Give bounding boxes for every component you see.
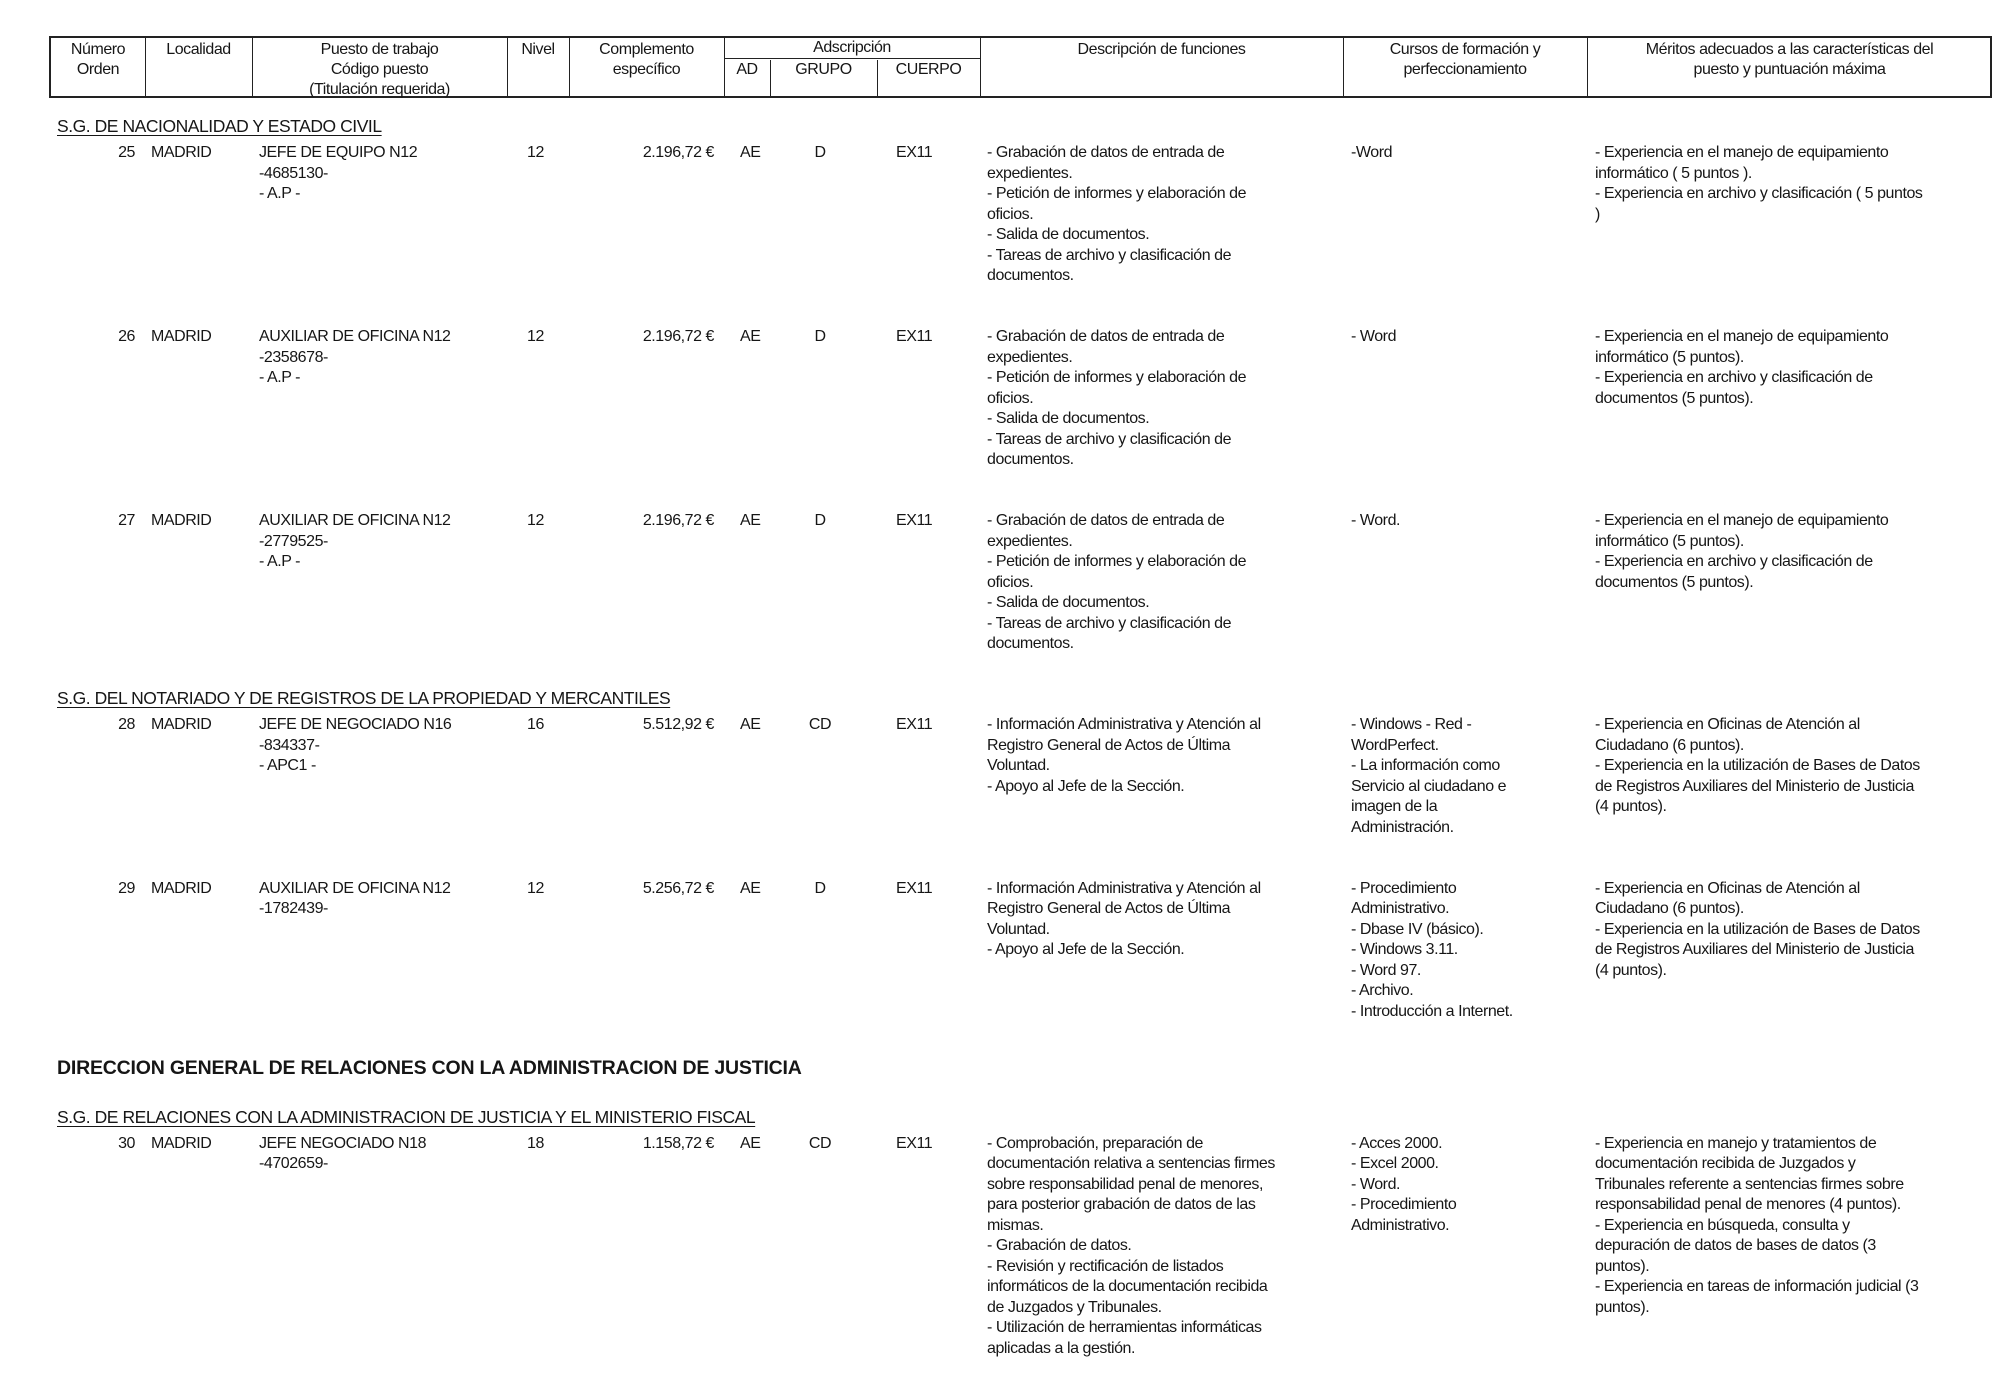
nivel-value: 18 (527, 1134, 544, 1152)
cell-puesto (259, 327, 451, 389)
meritos-line: - Experiencia en el manejo de equipamiento (1595, 328, 1889, 345)
header-nivel: Nivel (521, 41, 555, 58)
desc-line: - Grabación de datos. (987, 1237, 1132, 1254)
ad-value: AE (740, 328, 761, 345)
desc-line: oficios. (987, 205, 1034, 223)
desc-line: documentos. (987, 635, 1074, 652)
cell-cuerpo (896, 143, 932, 164)
num-value: 25 (118, 144, 135, 161)
cell-puesto (259, 511, 451, 573)
comp-value: 2.196,72 € (642, 144, 714, 161)
ad-value: AE (740, 512, 761, 529)
header-puesto-line: Puesto de trabajo (320, 41, 439, 58)
cursos-line: - Word. (1351, 512, 1401, 529)
cursos-line: - Windows 3.11. (1351, 941, 1458, 958)
cell-num (95, 511, 135, 532)
table-row (0, 1134, 2000, 1360)
table-row (0, 879, 2000, 1023)
comp-value: 2.196,72 € (642, 328, 714, 345)
meritos-line: (4 puntos). (1595, 798, 1667, 815)
num-value: 26 (118, 328, 135, 345)
loc-value: MADRID (151, 716, 212, 733)
desc-line: - Información Administrativa y Atención al (987, 879, 1261, 897)
meritos-line: documentos (5 puntos). (1595, 389, 1754, 407)
header-adscripcion: Adscripción (813, 39, 891, 56)
header-cursos (1343, 40, 1587, 80)
cell-ad (740, 879, 760, 900)
desc-line: sobre responsabilidad penal de menores, (987, 1175, 1263, 1193)
cell-cuerpo (896, 327, 932, 348)
header-grupo: GRUPO (795, 61, 852, 78)
nivel-value: 12 (527, 879, 544, 897)
puesto-line: AUXILIAR DE OFICINA N12 (259, 512, 451, 529)
nivel-value: 12 (527, 328, 544, 345)
cell-cursos (1351, 511, 1400, 532)
meritos-line: Ciudadano (6 puntos). (1595, 736, 1744, 754)
meritos-line: - Experiencia en el manejo de equipamiento (1595, 512, 1889, 529)
desc-line: - Utilización de herramientas informáticas (987, 1319, 1262, 1336)
puesto-line: -4685130- (259, 164, 328, 182)
cell-grupo (790, 879, 850, 900)
desc-line: para posterior grabación de datos de las (987, 1196, 1256, 1213)
table-row (0, 511, 2000, 655)
desc-line: - Comprobación, preparación de (987, 1134, 1203, 1152)
cell-ad (740, 327, 760, 348)
header-cursos-line: Cursos de formación y (1389, 41, 1541, 58)
puesto-line: - A.P - (259, 553, 301, 570)
num-value: 30 (118, 1134, 135, 1152)
meritos-line: - Experiencia en la utilización de Bases de Datos (1595, 920, 1920, 938)
puesto-line: - A.P - (259, 369, 301, 386)
cuerpo-value: EX11 (896, 512, 933, 529)
directorate-heading: DIRECCION GENERAL DE RELACIONES CON LA ADMINISTRACION DE JUSTICIA (57, 1056, 802, 1079)
desc-line: - Salida de documentos. (987, 226, 1150, 243)
desc-line: oficios. (987, 389, 1034, 407)
cell-meritos (1595, 511, 1888, 593)
cell-desc (987, 715, 1261, 797)
num-value: 28 (118, 716, 135, 733)
desc-line: oficios. (987, 573, 1034, 591)
desc-line: - Salida de documentos. (987, 410, 1150, 427)
cursos-line: -Word (1351, 144, 1393, 161)
desc-line: - Apoyo al Jefe de la Sección. (987, 777, 1185, 795)
grupo-value: D (814, 328, 826, 345)
header-cuerpo: CUERPO (895, 61, 962, 78)
puesto-line: AUXILIAR DE OFICINA N12 (259, 879, 451, 897)
cursos-line: - Acces 2000. (1351, 1134, 1443, 1152)
comp-value: 5.512,92 € (642, 716, 714, 733)
cursos-line: Servicio al ciudadano e (1351, 777, 1507, 795)
meritos-line: documentación recibida de Juzgados y (1595, 1155, 1856, 1172)
header-ad: AD (736, 61, 758, 78)
meritos-line: (4 puntos). (1595, 961, 1667, 979)
cell-cursos (1351, 879, 1513, 1023)
cell-cuerpo (896, 511, 932, 532)
cell-nivel (527, 511, 544, 532)
cell-meritos (1595, 715, 1920, 818)
table-row (0, 143, 2000, 287)
comp-value: 5.256,72 € (642, 879, 714, 897)
puesto-line: JEFE DE EQUIPO N12 (259, 144, 418, 161)
desc-line: - Petición de informes y elaboración de (987, 553, 1247, 570)
desc-line: - Salida de documentos. (987, 594, 1150, 611)
desc-line: mismas. (987, 1216, 1044, 1234)
cell-desc (987, 511, 1246, 655)
cell-loc (151, 327, 211, 348)
cursos-line: Administrativo. (1351, 900, 1450, 917)
cell-cursos (1351, 143, 1392, 164)
header-numero-orden (51, 40, 145, 80)
cell-nivel (527, 715, 544, 736)
cursos-line: - Word. (1351, 1175, 1401, 1193)
cuerpo-value: EX11 (896, 716, 933, 733)
desc-line: documentos. (987, 451, 1074, 468)
header-numero-line: Número (70, 41, 126, 58)
puesto-line: -4702659- (259, 1155, 328, 1172)
header-especifico-line: específico (612, 61, 681, 78)
meritos-line: informático ( 5 puntos ). (1595, 164, 1752, 182)
cell-puesto (259, 715, 451, 777)
meritos-line: documentos (5 puntos). (1595, 573, 1754, 591)
cell-grupo (790, 143, 850, 164)
header-complemento (569, 40, 724, 80)
ad-value: AE (740, 879, 761, 897)
desc-line: expedientes. (987, 164, 1073, 182)
nivel-value: 12 (527, 512, 544, 529)
section-heading: S.G. DE RELACIONES CON LA ADMINISTRACION DE JUSTICIA Y EL MINISTERIO FISCAL (57, 1106, 756, 1127)
grupo-value: D (814, 512, 826, 529)
cell-comp (600, 327, 714, 348)
meritos-line: - Experiencia en el manejo de equipamiento (1595, 144, 1889, 161)
meritos-line: informático (5 puntos). (1595, 348, 1744, 366)
cursos-line: WordPerfect. (1351, 736, 1439, 754)
loc-value: MADRID (151, 879, 212, 897)
cursos-line: - Procedimiento (1351, 1196, 1457, 1213)
cursos-line: - Dbase IV (básico). (1351, 920, 1484, 938)
meritos-line: puntos). (1595, 1257, 1650, 1275)
cursos-line: Administrativo. (1351, 1216, 1450, 1234)
cursos-line: - Windows - Red - (1351, 716, 1472, 733)
cuerpo-value: EX11 (896, 1134, 933, 1152)
cell-num (95, 327, 135, 348)
header-codigo-line: Código puesto (330, 61, 429, 78)
cuerpo-value: EX11 (896, 328, 933, 345)
cursos-line: - Excel 2000. (1351, 1155, 1439, 1172)
cursos-line: imagen de la (1351, 798, 1438, 815)
cell-nivel (527, 1134, 544, 1155)
cell-num (95, 715, 135, 736)
meritos-line: Tribunales referente a sentencias firmes sobre (1595, 1175, 1904, 1193)
meritos-line: - Experiencia en manejo y tratamientos de (1595, 1134, 1877, 1152)
cuerpo-value: EX11 (896, 144, 933, 161)
desc-line: - Tareas de archivo y clasificación de (987, 430, 1232, 448)
cell-num (95, 879, 135, 900)
cursos-line: - Archivo. (1351, 982, 1414, 999)
desc-line: - Grabación de datos de entrada de (987, 328, 1225, 345)
grupo-value: CD (808, 716, 832, 733)
cell-desc (987, 143, 1246, 287)
cell-comp (600, 1134, 714, 1155)
desc-line: - Grabación de datos de entrada de (987, 512, 1225, 529)
cell-puesto (259, 143, 417, 205)
cell-ad (740, 511, 760, 532)
cell-loc (151, 1134, 211, 1155)
cell-nivel (527, 327, 544, 348)
meritos-line: - Experiencia en búsqueda, consulta y (1595, 1216, 1850, 1234)
desc-line: - Tareas de archivo y clasificación de (987, 614, 1232, 632)
ad-value: AE (740, 144, 761, 161)
cell-desc (987, 327, 1246, 471)
desc-line: - Petición de informes y elaboración de (987, 185, 1247, 202)
cell-desc (987, 1134, 1275, 1360)
desc-line: Voluntad. (987, 757, 1050, 774)
desc-line: de Juzgados y Tribunales. (987, 1298, 1162, 1316)
cell-meritos (1595, 879, 1920, 982)
cell-loc (151, 143, 211, 164)
cell-ad (740, 143, 760, 164)
cell-grupo (790, 715, 850, 736)
section-heading: S.G. DE NACIONALIDAD Y ESTADO CIVIL (57, 116, 382, 136)
desc-line: expedientes. (987, 348, 1073, 366)
puesto-line: - APC1 - (259, 757, 316, 774)
nivel-value: 12 (527, 144, 544, 161)
header-cursos-line: perfeccionamiento (1403, 61, 1527, 78)
meritos-line: informático (5 puntos). (1595, 532, 1744, 550)
cell-comp (600, 879, 714, 900)
cell-ad (740, 715, 760, 736)
cell-loc (151, 879, 211, 900)
adscripcion-divider (724, 58, 980, 59)
grupo-value: D (814, 879, 826, 897)
comp-value: 1.158,72 € (642, 1134, 714, 1152)
comp-value: 2.196,72 € (642, 512, 714, 529)
cell-num (95, 143, 135, 164)
puesto-line: -2779525- (259, 532, 328, 550)
cursos-line: - Introducción a Internet. (1351, 1002, 1513, 1020)
cursos-line: - Procedimiento (1351, 879, 1457, 897)
cell-cursos (1351, 327, 1396, 348)
puesto-line: -2358678- (259, 348, 328, 366)
header-meritos (1587, 40, 1992, 80)
cell-grupo (790, 1134, 850, 1155)
meritos-line: puntos). (1595, 1298, 1650, 1316)
cursos-line: - Word (1351, 328, 1397, 345)
header-descripcion: Descripción de funciones (1077, 41, 1246, 58)
puesto-line: -834337- (259, 736, 320, 754)
cell-puesto (259, 879, 451, 920)
header-meritos-line: Méritos adecuados a las características del (1645, 41, 1934, 58)
cell-cursos (1351, 1134, 1456, 1237)
meritos-line: de Registros Auxiliares del Ministerio de Justicia (1595, 941, 1914, 958)
meritos-line: Ciudadano (6 puntos). (1595, 900, 1744, 917)
cell-grupo (790, 327, 850, 348)
cursos-line: Administración. (1351, 818, 1454, 836)
cell-desc (987, 879, 1261, 961)
header-orden-line: Orden (76, 61, 120, 78)
ad-value: AE (740, 1134, 761, 1152)
num-value: 29 (118, 879, 135, 897)
puesto-line: JEFE NEGOCIADO N18 (259, 1134, 427, 1152)
cursos-line: - Word 97. (1351, 961, 1421, 979)
cuerpo-value: EX11 (896, 879, 933, 897)
loc-value: MADRID (151, 144, 212, 161)
table-row (0, 327, 2000, 471)
cell-cursos (1351, 715, 1506, 838)
header-complemento-line: Complemento (599, 41, 694, 58)
desc-line: - Petición de informes y elaboración de (987, 369, 1247, 386)
desc-line: - Tareas de archivo y clasificación de (987, 246, 1232, 264)
cell-cuerpo (896, 715, 932, 736)
header-localidad: Localidad (166, 41, 231, 58)
num-value: 27 (118, 512, 135, 529)
cell-nivel (527, 143, 544, 164)
cell-loc (151, 715, 211, 736)
cell-comp (600, 715, 714, 736)
nivel-value: 16 (527, 716, 544, 733)
meritos-line: responsabilidad penal de menores (4 puntos). (1595, 1196, 1901, 1213)
cell-comp (600, 143, 714, 164)
header-puesto (252, 40, 507, 100)
meritos-line: - Experiencia en archivo y clasificación ( 5 puntos (1595, 185, 1923, 202)
section-heading: S.G. DEL NOTARIADO Y DE REGISTROS DE LA PROPIEDAD Y MERCANTILES (57, 688, 671, 708)
meritos-line: depuración de datos de bases de datos (3 (1595, 1237, 1876, 1254)
meritos-line: - Experiencia en archivo y clasificación de (1595, 553, 1873, 570)
desc-line: aplicadas a la gestión. (987, 1339, 1135, 1357)
meritos-line: ) (1595, 205, 1600, 223)
meritos-line: - Experiencia en Oficinas de Atención al (1595, 716, 1860, 733)
cell-meritos (1595, 143, 1922, 225)
cell-nivel (527, 879, 544, 900)
cell-meritos (1595, 1134, 1918, 1319)
puesto-line: AUXILIAR DE OFICINA N12 (259, 328, 451, 345)
desc-line: informáticos de la documentación recibida (987, 1278, 1268, 1295)
cell-cuerpo (896, 879, 932, 900)
meritos-line: de Registros Auxiliares del Ministerio de Justicia (1595, 777, 1914, 795)
desc-line: Registro General de Actos de Última (987, 736, 1231, 754)
cursos-line: - La información como (1351, 757, 1500, 774)
cell-loc (151, 511, 211, 532)
meritos-line: - Experiencia en archivo y clasificación de (1595, 369, 1873, 386)
loc-value: MADRID (151, 328, 212, 345)
cell-meritos (1595, 327, 1888, 409)
meritos-line: - Experiencia en la utilización de Bases de Datos (1595, 757, 1920, 774)
cell-puesto (259, 1134, 426, 1175)
loc-value: MADRID (151, 512, 212, 529)
puesto-line: - A.P - (259, 185, 301, 202)
header-titulacion-line: (Titulación requerida) (309, 81, 450, 98)
cell-num (95, 1134, 135, 1155)
puesto-line: JEFE DE NEGOCIADO N16 (259, 716, 452, 733)
desc-line: - Apoyo al Jefe de la Sección. (987, 941, 1185, 958)
grupo-value: CD (808, 1134, 832, 1152)
desc-line: expedientes. (987, 532, 1073, 550)
desc-line: Registro General de Actos de Última (987, 900, 1231, 917)
desc-line: documentos. (987, 267, 1074, 284)
cell-cuerpo (896, 1134, 932, 1155)
cell-ad (740, 1134, 760, 1155)
cell-grupo (790, 511, 850, 532)
header-meritos-line: puesto y puntuación máxima (1693, 61, 1886, 78)
desc-line: Voluntad. (987, 920, 1050, 938)
puesto-line: -1782439- (259, 900, 328, 917)
desc-line: documentación relativa a sentencias firmes (987, 1155, 1275, 1172)
desc-line: - Información Administrativa y Atención al (987, 716, 1261, 733)
cell-comp (600, 511, 714, 532)
grupo-value: D (814, 144, 826, 161)
table-header (49, 36, 1992, 98)
meritos-line: - Experiencia en tareas de información judicial (3 (1595, 1278, 1919, 1295)
ad-value: AE (740, 716, 761, 733)
meritos-line: - Experiencia en Oficinas de Atención al (1595, 879, 1860, 897)
document-body (0, 99, 2000, 1400)
table-row (0, 715, 2000, 838)
loc-value: MADRID (151, 1134, 212, 1152)
desc-line: - Revisión y rectificación de listados (987, 1257, 1224, 1275)
desc-line: - Grabación de datos de entrada de (987, 144, 1225, 161)
